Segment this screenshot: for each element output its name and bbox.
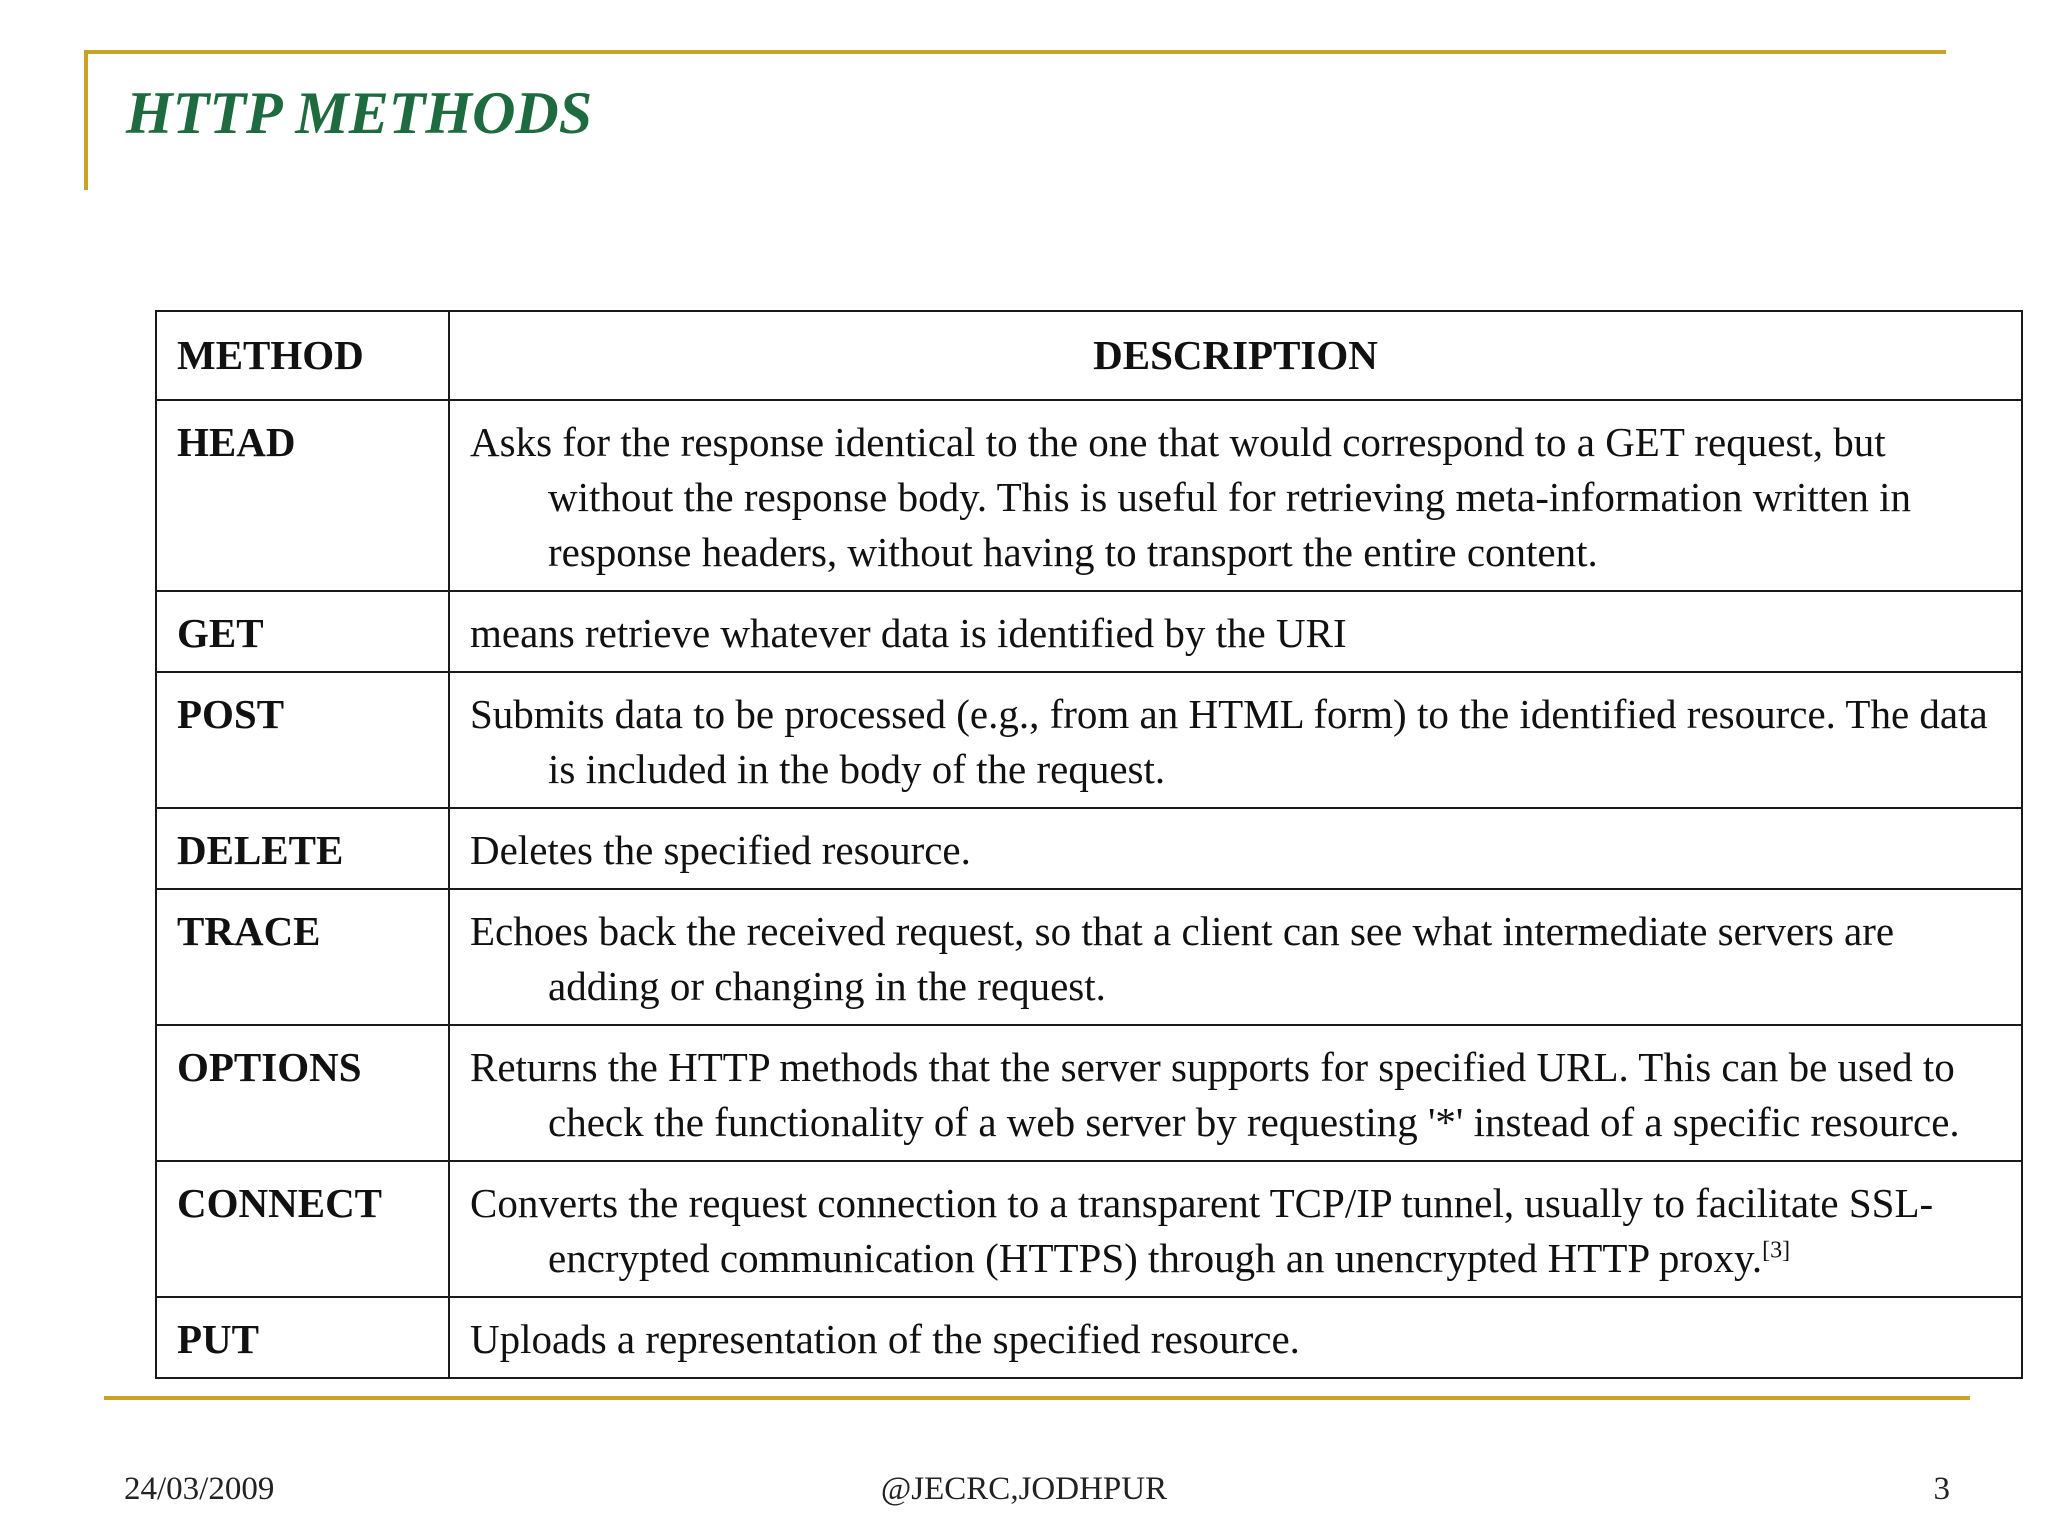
method-name-options: OPTIONS xyxy=(156,1025,449,1161)
table-row xyxy=(156,889,2022,1025)
table-row xyxy=(156,672,2022,808)
slide-title: HTTP METHODS xyxy=(126,80,593,146)
method-column-header: METHOD xyxy=(156,311,449,400)
method-description-head: Asks for the response identical to the one that would correspond to a GET request, but without the response body. This is useful for retrieving meta-information written in response headers, without having to transport the entire content. xyxy=(449,400,2022,591)
left-accent-rule xyxy=(84,50,88,190)
description-column-header: DESCRIPTION xyxy=(449,311,2022,400)
method-description-trace: Echoes back the received request, so that a client can see what intermediate servers are adding or changing in the request. xyxy=(449,889,2022,1025)
method-name-connect: CONNECT xyxy=(156,1161,449,1297)
method-description-get: means retrieve whatever data is identified by the URI xyxy=(449,591,2022,672)
connect-description-text: Converts the request connection to a transparent TCP/IP tunnel, usually to facilitate SSL-encrypted communication (HTTPS) through an unencrypted HTTP proxy. xyxy=(470,1180,1934,1281)
top-accent-rule xyxy=(84,50,1946,54)
method-name-head: HEAD xyxy=(156,400,449,591)
method-name-trace: TRACE xyxy=(156,889,449,1025)
page-number: 3 xyxy=(1933,1471,1950,1507)
table-row xyxy=(156,1161,2022,1297)
method-name-get: GET xyxy=(156,591,449,672)
method-description-options: Returns the HTTP methods that the server supports for specified URL. This can be used to check the functionality of a web server by requesting '*' instead of a specific resource. xyxy=(449,1025,2022,1161)
method-name-post: POST xyxy=(156,672,449,808)
http-methods-table xyxy=(155,310,2023,1379)
table-row xyxy=(156,1025,2022,1161)
table-header-row xyxy=(156,311,2022,400)
table-row xyxy=(156,1297,2022,1378)
method-description-post: Submits data to be processed (e.g., from an HTML form) to the identified resource. The data is included in the body of the request. xyxy=(449,672,2022,808)
footer-organization: @JECRC,JODHPUR xyxy=(880,1471,1168,1507)
method-description-put: Uploads a representation of the specified resource. xyxy=(449,1297,2022,1378)
bottom-accent-rule xyxy=(104,1396,1970,1400)
method-description-connect xyxy=(449,1161,2022,1297)
table-row xyxy=(156,591,2022,672)
footer-date: 24/03/2009 xyxy=(124,1471,275,1507)
method-name-delete: DELETE xyxy=(156,808,449,889)
method-description-delete: Deletes the specified resource. xyxy=(449,808,2022,889)
citation-footnote: [3] xyxy=(1762,1237,1791,1264)
table-row xyxy=(156,400,2022,591)
table-row xyxy=(156,808,2022,889)
method-name-put: PUT xyxy=(156,1297,449,1378)
